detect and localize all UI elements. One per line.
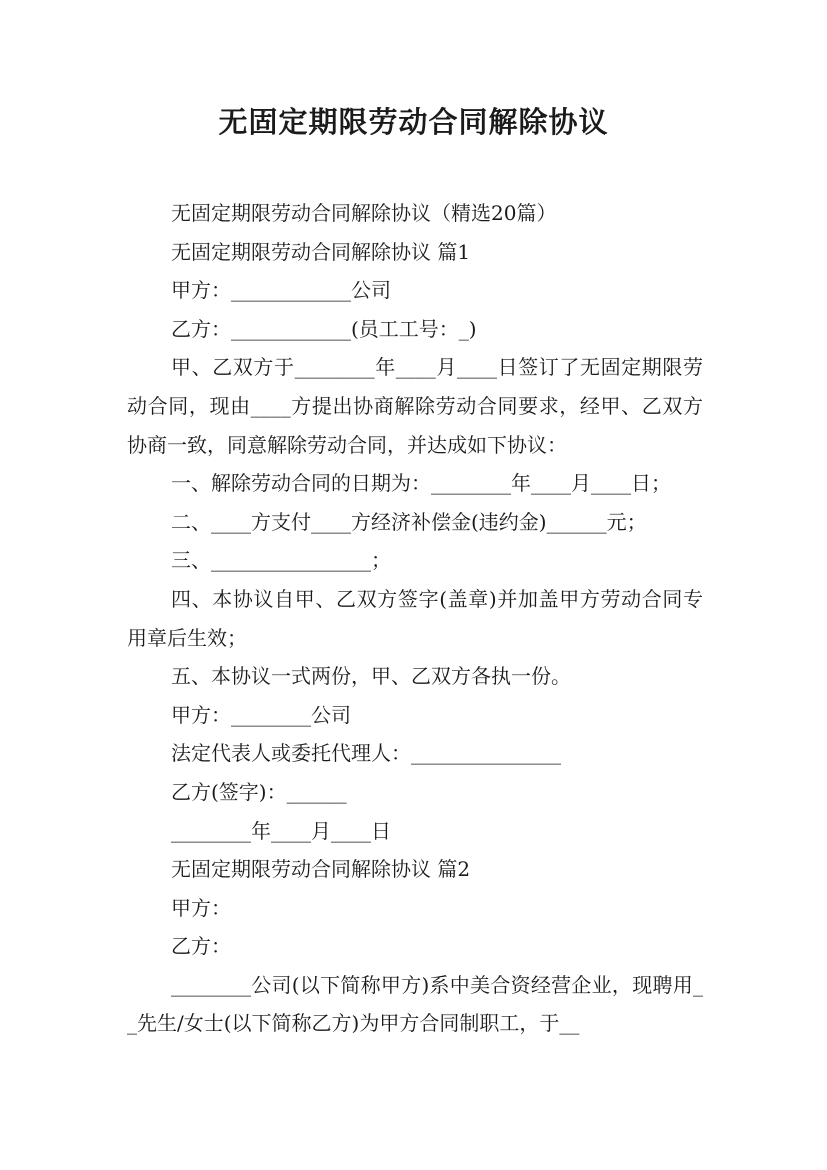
paragraph-section-2-party-b: 乙方： [171,934,231,959]
document-title: 无固定期限劳动合同解除协议 [218,105,609,139]
document-body [127,194,703,1043]
paragraph-clause-3: 三、________________； [171,548,391,573]
paragraph-section-2-preamble: ________公司(以下简称甲方)系中美合资经营企业，现聘用__先生/女士(以下简称乙方)为甲方合同制职工，于__ [127,972,703,1036]
paragraph-sign-party-b: 乙方(签字)：______ [171,779,347,804]
paragraph-sign-representative: 法定代表人或委托代理人：_______________ [171,741,561,766]
paragraph-party-b: 乙方：____________(员工工号：_) [171,316,477,341]
paragraph-section-2-party-a: 甲方： [171,895,231,920]
paragraph-collection-heading: 无固定期限劳动合同解除协议（精选20篇） [171,201,557,225]
paragraph-preamble: 甲、乙双方于________年____月____日签订了无固定期限劳动合同，现由____方提出协商解除劳动合同要求，经甲、乙双方协商一致，同意解除劳动合同，并达成如下协议： [127,355,703,457]
paragraph-section-2-heading: 无固定期限劳动合同解除协议 篇2 [171,857,471,882]
paragraph-clause-4: 四、本协议自甲、乙双方签字(盖章)并加盖甲方劳动合同专用章后生效； [127,586,703,650]
paragraph-sign-date: ________年____月____日 [171,818,391,843]
paragraph-party-a: 甲方：____________公司 [171,278,391,303]
paragraph-section-1-heading: 无固定期限劳动合同解除协议 篇1 [171,239,471,264]
paragraph-sign-party-a: 甲方：________公司 [171,702,351,727]
paragraph-clause-5: 五、本协议一式两份，甲、乙双方各执一份。 [171,664,571,689]
paragraph-clause-1: 一、解除劳动合同的日期为：________年____月____日； [171,471,671,496]
paragraph-clause-2: 二、____方支付____方经济补偿金(违约金)______元； [171,509,647,534]
